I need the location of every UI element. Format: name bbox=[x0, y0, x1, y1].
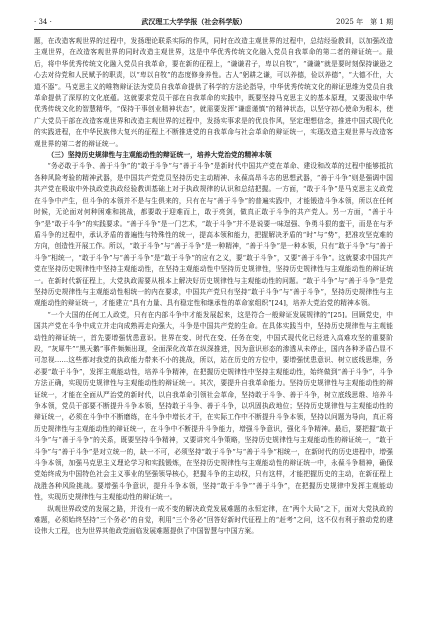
section-heading: （三）坚持历史规律性与主观能动性的辩证统一，培养大党治党的精神本领 bbox=[47, 151, 272, 160]
body-paragraph: “务必敢于斗争、善于斗争”的“敢于斗争”与“善于斗争”是新时代中国共产党在革命、建设和改革的过程中能够抵抗各种风险考验的精神武器，是中国共产党党员坚持历史主动精神、永葆高昂斗志的思想武器，“善于斗争”则是强调中国共产党在吸取中外执政党执政经验教训基础上对于执政规律的认识和总结把握。一方面，“敢于斗争”是马克思主义政党在斗争中产生，但斗争的本领并不是与生俱来的，只有在与“善于斗争”的普遍实践中，才能锻造斗争本领，所以在任何时候，无论面对何种困难和挑战，都要敢于迎难而上，敢于亮剑，做真正敢于斗争的共产党人。另一方面，“善于斗争”是“敢于斗争”的实践要求。“善于斗争”是一门艺术，“敢于斗争”并不是说要一味逞强、争勇斗狠的蛮干，而是在与矛盾斗争的过程中，承认矛盾的普遍性与特殊性的统一，提高本领和能力，把握解决矛盾的“时”与“势”，把准攻坚克难的方向，创造性开展工作。所以，“敢于斗争”与“善于斗争”是一种精神，“善于斗争”是一种本领，只有“敢于斗争”与“善于斗争”相统一，“敢于斗争”与“善于斗争”是“敢于斗争”的应有之义，要“敢于斗争”，又要“善于斗争”。这就要求中国共产党在坚持历史规律性中坚持主观能动性，在坚持主观能动性中坚持历史规律性，坚持历史规律性与主观能动性的辩证统一。在新时代新征程上，大党执政需要从根本上解决好历史规律性与主观能动性的问题。“敢于斗争”与“善于斗争”是党坚持历史规律性与主观能动性相统一的内在要求，中国共产党只有坚持“敢于斗争”与“善于斗争”，坚持历史规律性与主观能动性的辩证统一，才能建立“具有力量、具有稳定性和继承性的革命家组织”[24]，培养大党治党的精神本领。 bbox=[34, 162, 393, 308]
issue-label: 2025 年 第 1 期 bbox=[336, 18, 393, 26]
journal-title: 武汉理工大学学报（社会科学版） bbox=[141, 18, 247, 26]
page-number: · 34 · bbox=[34, 18, 52, 26]
page-header bbox=[34, 15, 393, 30]
body-paragraph: 题，在改造客观世界的过程中，发扬理论联系实际的作风，同时在改造主观世界的过程中，总结经验教训，以加强改造主观世界，在改造客观世界的同时改造主观世界，这是中华优秀传统文化融入党员自我革命的第二者的辩证统一。最后，将中华优秀传统文化融入党员自我革命，要在新的征程上，“谦谦君子，卑以自牧”，“谦谦”就是要时刻保持谦逊之心去对待党和人民赋予的职责，以“卑以自牧”的态度修身养性。古人“躬耕之谦，可以养德，俭以养德”，“大德不仕，大道不器”。马克思主义的唯物辩证法为党员自我革命提供了科学的方法论指导，中华优秀传统文化的辩证思维为党员自我革命提供了深厚的文化底蕴。这就要求党员干部在自我革命的实践中，既要坚持马克思主义的基本原理，又要汲取中华优秀传统文化的智慧精华，“保持干事创业精神状态”，就需要发挥“谦虚谨慎”的精神状态，以坚守初心使命为根本，使广大党员干部在改造客观世界和改造主观世界的过程中，发扬实事求是的优良作风，坚定理想信念，推进中国式现代化的实践进程，在中华民族伟大复兴的征程上不断推进党的自我革命与社会革命的辩证统一，实现改造主观世界与改造客观世界的第二者的辩证统一。 bbox=[34, 37, 393, 148]
body-paragraph: 纵观世界政党的发展之路，并没有一成不变的解决政党发展难题的永恒定律，在“两个大局”之下，面对大党执政的难题，必须始终坚持“三个务必”的自觉，利用“三个务必”回答好新时代征程上的“赶考”之问，这不仅有利于推动党的建设伟大工程，也为世界其他政党面临发展难题提供了中国智慧与中国方案。 bbox=[34, 504, 393, 536]
article-body bbox=[34, 36, 393, 606]
body-paragraph: “一个大国的任何工人政党，只有在内部斗争中才能发展起来，这是符合一般辩证发展规律的”[25]。回顾党史，中国共产党在斗争中成立并走向成熟再走向强大，斗争是中国共产党的生命。在具体实践当中，坚持历史规律性与主观能动性的辩证统一，首先要增强忧患意识。世界在变、时代在变、任务在变，中国式现代化已经进入高难攻坚的重要阶段，“灰犀牛”“黑天鹅”事件频频出现，全面深化改革在纵深推进，因为意识形态的渗透从未停止，国内各种矛盾凸显不可忽视……这些都对我党的执政能力带来不小的挑战，所以，站在历史的方位中，要增强忧患意识、树立底线思维，务必要“敢于斗争”，发挥主观能动性，培养斗争精神，在把握历史规律性中坚持主观能动性，始终做到“善于斗争”，斗争方法正确，实现历史规律性与主观能动性的辩证统一。其次，要提升自我革命能力。坚持历史规律性与主观能动性的辩证统一，才能在全面从严治党的新时代，以自我革命引领社会革命，坚持敢于斗争、善于斗争，树立底线思维、培养斗争本领，党员干部要不断提升斗争本领，坚持敢于斗争、善于斗争，以巩固执政地位；坚持历史规律性与主观能动性的辩证统一，必须在斗争中不断磨练，在斗争中增长才干，在实际工作中不断提升斗争本领，坚持以问题为导向，真正将历史规律性与主观能动性的辩证统一，在斗争中不断提升斗争能力，增强斗争意识，强化斗争精神。最后，要把握“敢于斗争”与“善于斗争”的关系，既要坚持斗争精神，又要讲究斗争策略，坚持历史规律性与主观能动性的辩证统一，“敢于斗争”与“善于斗争”是对立统一的，缺一不可，必须坚持“敢于斗争”与“善于斗争”相统一，在新时代的历史进程中，增强斗争本领，加强马克思主义理论学习和实践锻炼，在坚持历史规律性与主观能动性的辩证统一中，永葆斗争精神，确保党始终成为中国特色社会主义事业的坚强领导核心，把握斗争的主动权，只有这样，才能把握历史的主动，在新征程上战胜各种风险挑战。要增强斗争意识，提升斗争本领，坚持“敢于斗争”“善于斗争”，在把握历史规律中发挥主观能动性，实现历史规律性与主观能动性的辩证统一。 bbox=[34, 310, 393, 502]
